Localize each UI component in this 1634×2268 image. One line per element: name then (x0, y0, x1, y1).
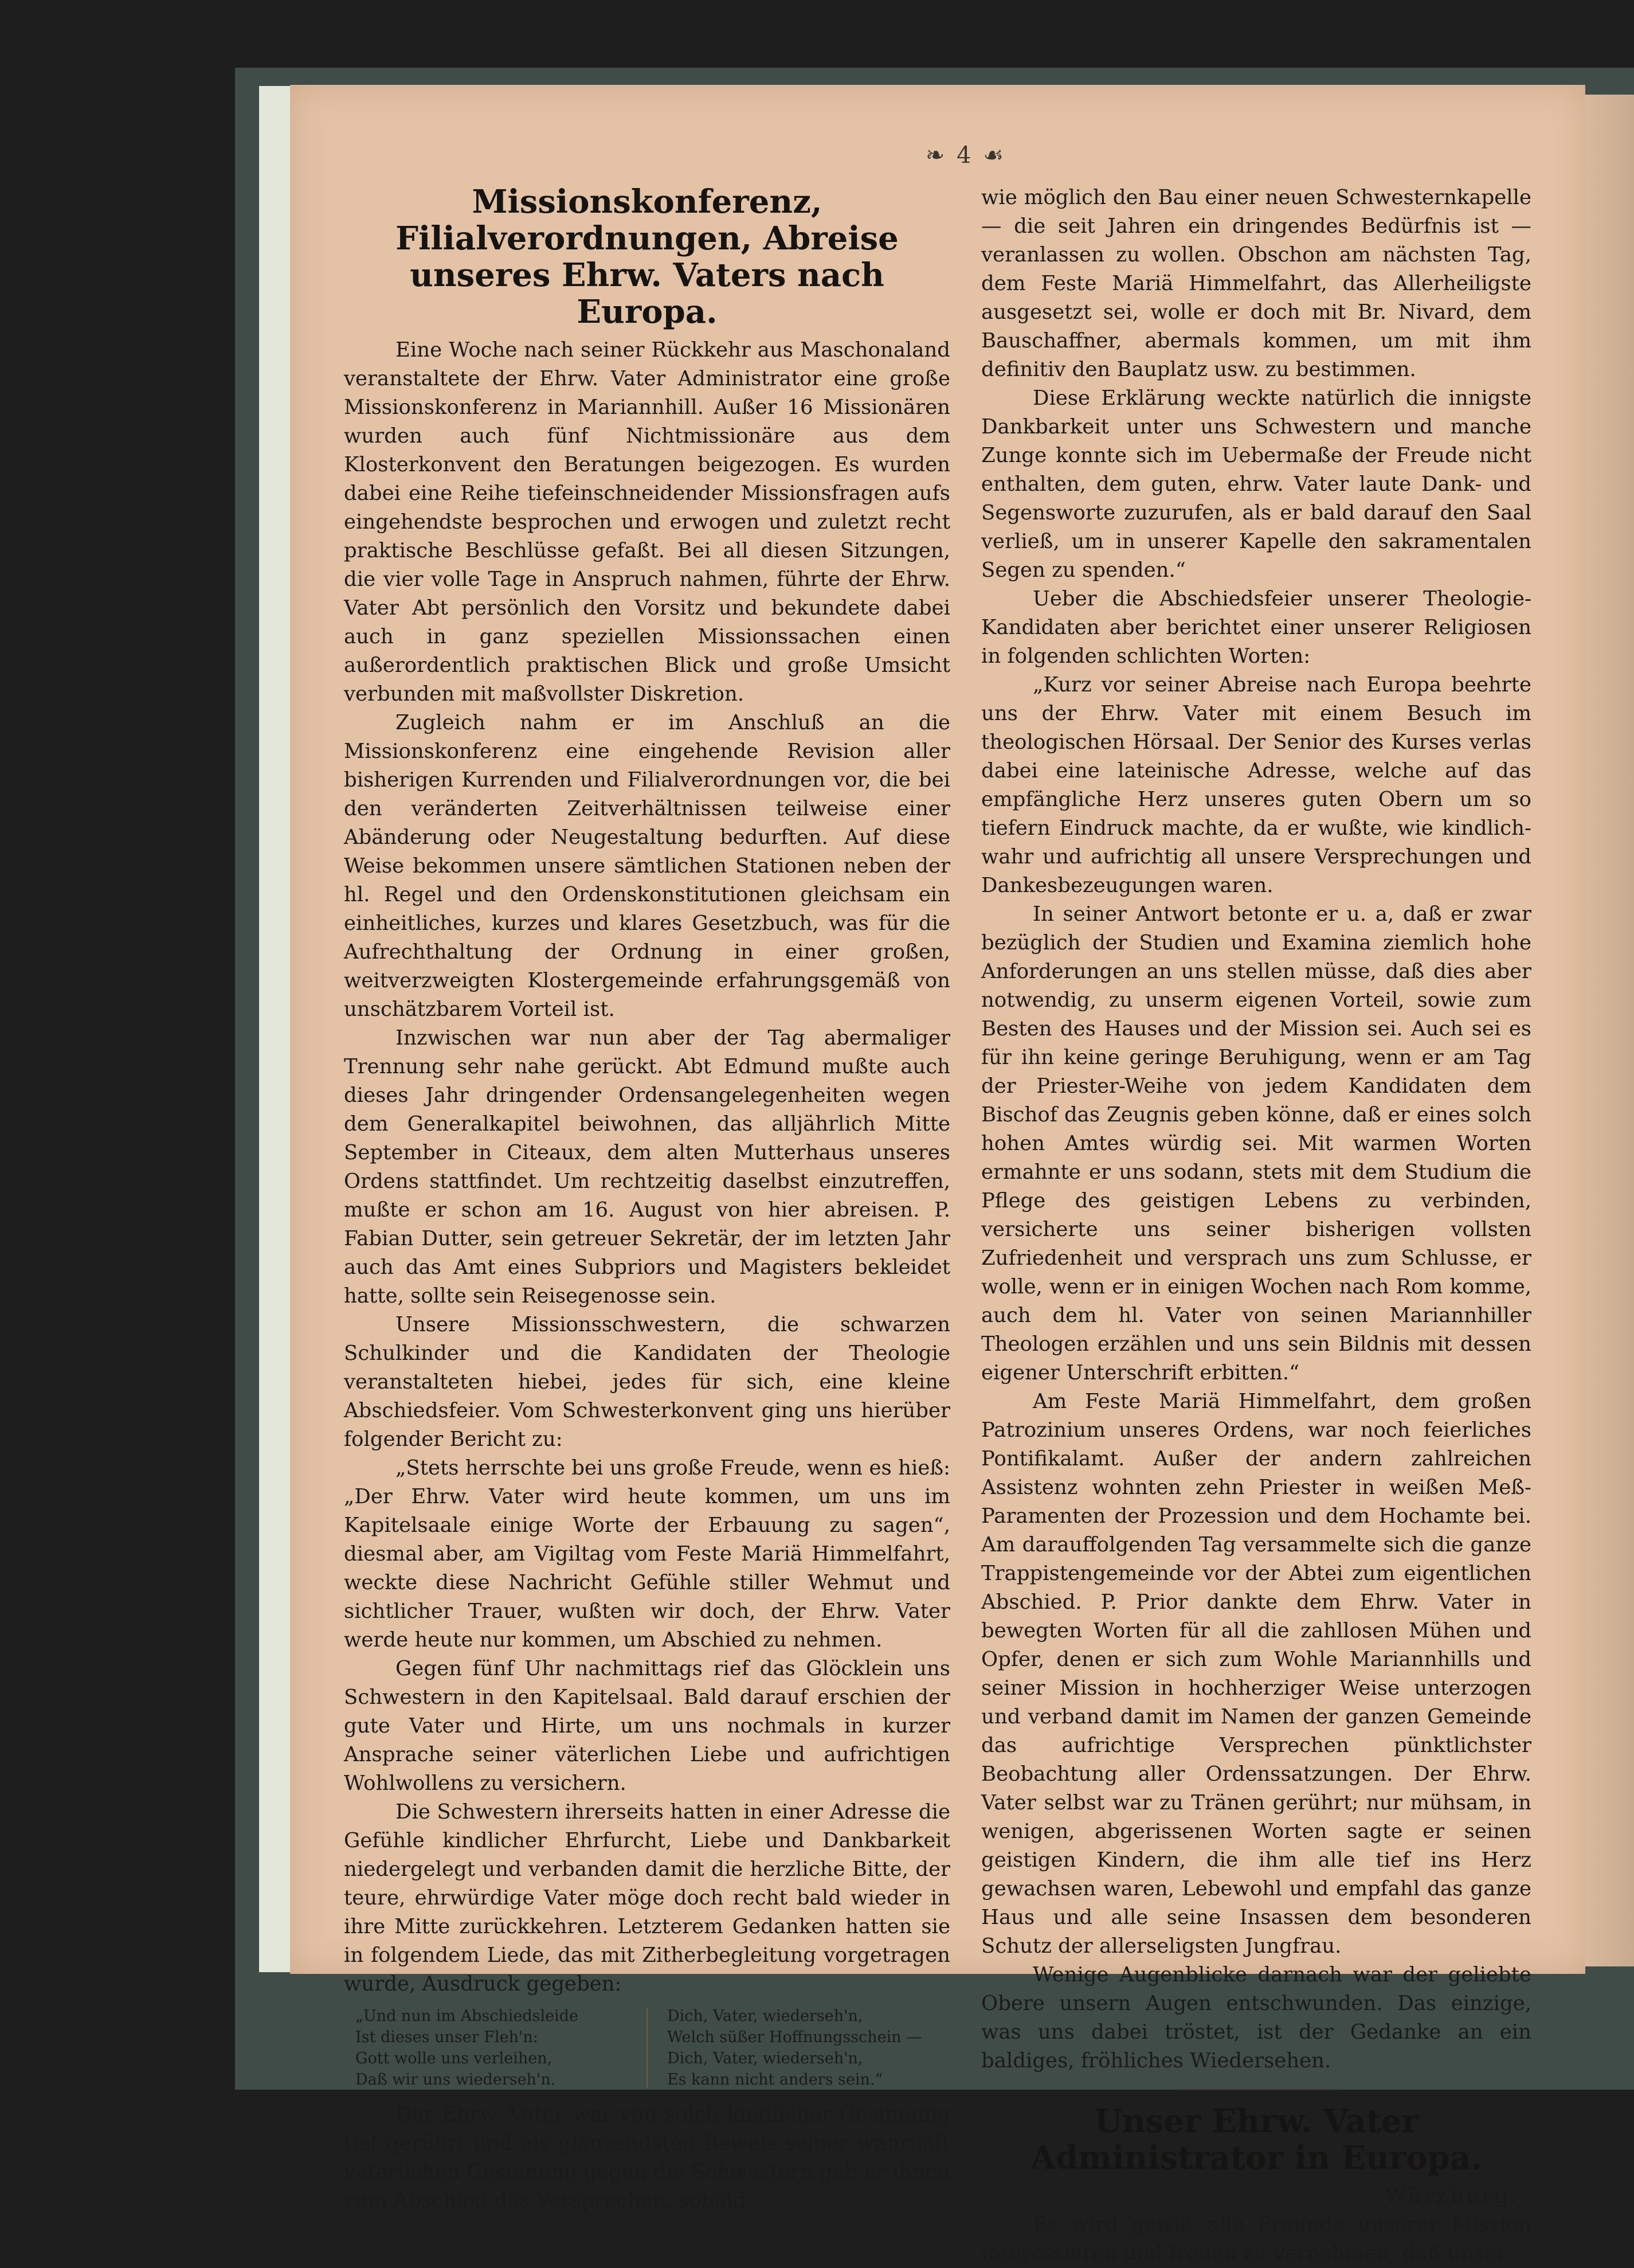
section-divider (1176, 2089, 1337, 2090)
paragraph: wie möglich den Bau einer neuen Schwesternkapelle — die seit Jahren ein dringendes Bedürfnis ist — veranlassen zu wollen. Obschon am nächsten Tag, dem Feste Mariä Himmelfahrt, das Allerheiligste ausgesetzt sei, wolle er doch mit Br. Nivard, dem Bauschaffner, abermals kommen, um mit ihm definitiv den Bauplatz usw. zu bestimmen. (981, 186, 1531, 381)
paragraph: Die Schwestern ihrerseits hatten in einer Adresse die Gefühle kindlicher Ehrfurcht, Liebe und Dankbarkeit niedergelegt und verbanden damit die herzliche Bitte, der teure, ehrwürdige Vater möge doch recht bald wieder in ihre Mitte zurückkehren. Letzterem Gedanken hatten sie in folgendem Liede, das mit Zitherbegleitung vorgetragen wurde, Ausdruck gegeben: (344, 1800, 950, 1996)
paragraph: „Stets herrschte bei uns große Freude, wenn es hieß: „Der Ehrw. Vater wird heute kommen, um uns im Kapitelsaale einige Worte der Erbauung zu sagen“, diesmal aber, am Vigiltag vom Feste Mariä Himmelfahrt, weckte diese Nachricht Gefühle stiller Wehmut und sichtlicher Trauer, wußten wir doch, der Ehrw. Vater werde heute nur kommen, um Abschied zu nehmen. (344, 1456, 950, 1652)
paragraph: „Kurz vor seiner Abreise nach Europa beehrte uns der Ehrw. Vater mit einem Besuch im theologischen Hörsaal. Der Senior des Kurses verlas dabei eine lateinische Adresse, welche auf das empfängliche Herz unseres guten Obern um so tiefern Eindruck machte, da er wußte, wie kindlich-wahr und aufrichtig all unsere Versprechungen und Dankesbezeugungen waren. (981, 673, 1531, 897)
poem-line: Gott wolle uns verleihen, (355, 2050, 552, 2067)
paragraph: Am Feste Mariä Himmelfahrt, dem großen Patrozinium unseres Ordens, war noch feierliches Pontifikalamt. Außer der andern zahlreichen Assistenz wohnten zehn Priester in weißen Meß-Paramenten der Prozession und dem Hochamte bei. Am darauffolgenden Tag versammelte sich die ganze Trappistengemeinde vor der Abtei zum eigentlichen Abschied. P. Prior dankte dem Ehrw. Vater in bewegten Worten für all die zahllosen Mühen und Opfer, denen er sich zum Wohle Mariannhills und seiner Mission in hochherziger Weise unterzogen und verband damit im Namen der ganzen Gemeinde das aufrichtige Versprechen pünktlichster Beobachtung aller Ordenssatzungen. Der Ehrw. Vater selbst war zu Tränen gerührt; nur mühsam, in wenigen, abgerissenen Worten sagte er seinen geistigen Kindern, die ihm alle tief ins Herz gewachsen waren, Lebewohl und empfahl das ganze Haus und alle seine Insassen dem besonderen Schutz der allerseligsten Jungfrau. (981, 1390, 1531, 1958)
poem-verses (344, 2005, 950, 2090)
ornament-left-icon: ❧ (925, 142, 947, 169)
paragraph: Eine Woche nach seiner Rückkehr aus Maschonaland veranstaltete der Ehrw. Vater Administrator eine große Missionskonferenz in Mariannhill. Außer 16 Missionären wurden auch fünf Nichtmissionäre aus dem Klosterkonvent den Beratungen beigezogen. Es wurden dabei eine Reihe tiefeinschneidender Missionsfragen aufs eingehendste besprochen und erwogen und zuletzt recht praktische Beschlüsse gefaßt. Bei all diesen Sitzungen, die vier volle Tage in Anspruch nahmen, führte der Ehrw. Vater Abt persönlich den Vorsitz und bekundete dabei auch in ganz speziellen Missionssachen einen außerordentlich praktischen Blick und große Umsicht verbunden mit maßvollster Diskretion. (344, 338, 950, 706)
page-number: 4 (957, 142, 974, 169)
paragraph: Zugleich nahm er im Anschluß an die Missionskonferenz eine eingehende Revision aller bisherigen Kurrenden und Filialverordnungen vor, die bei den veränderten Zeitverhältnissen teilweise einer Abänderung oder Neugestaltung bedurften. Auf diese Weise bekommen unsere sämtlichen Stationen neben der hl. Regel und den Ordenskonstitutionen gleichsam ein einheitliches, kurzes und klares Gesetzbuch, was für die Aufrechthaltung der Ordnung in einer großen, weitverzweigten Klostergemeinde erfahrungsgemäß von unschätzbarem Vorteil ist. (344, 711, 950, 1021)
poem-line: Daß wir uns wiederseh'n. (355, 2071, 556, 2089)
paragraph: Diese Erklärung weckte natürlich die innigste Dankbarkeit unter uns Schwestern und manche Zunge konnte sich im Uebermaße der Freude nicht enthalten, dem guten, ehrw. Vater laute Dank- und Segensworte zuzurufen, als er bald darauf den Saal verließ, um in unserer Kapelle den sakramentalen Segen zu spenden.“ (981, 386, 1531, 582)
article-headline: Missionskonferenz, Filialverordnungen, Abreise unseres Ehrw. Vaters nach Europa. (395, 183, 899, 331)
second-headline: Unser Ehrw. Vater Administrator in Europa. (1030, 2102, 1482, 2177)
paragraph: Der Ehrw. Vater war von solch kindlicher Gesinnung tief gerührt und als glänzendsten Beweis seiner wahrhaft väterlichen Gesinnung gegen die Schwestern gab er ihnen zum Abschied das Versprechen, sobald (344, 2103, 950, 2212)
paragraph: Unsere Missionsschwestern, die schwarzen Schulkinder und die Kandidaten der Theologie veranstalteten hiebei, jedes für sich, eine kleine Abschiedsfeier. Vom Schwesterkonvent ging uns hierüber folgender Bericht zu: (344, 1313, 950, 1451)
page-number-header (894, 142, 1037, 169)
left-column (344, 183, 950, 2215)
paragraph: Wenige Augenblicke darnach war der geliebte Obere unsern Augen entschwunden. Das einzige, was uns dabei tröstet, ist der Gedanke an ein baldiges, fröhliches Wiedersehen. (981, 1963, 1531, 2073)
paragraph: Gegen fünf Uhr nachmittags rief das Glöcklein uns Schwestern in den Kapitelsaal. Bald darauf erschien der gute Vater und Hirte, um uns nochmals in kurzer Ansprache seiner väterlichen Liebe und aufrichtigen Wohlwollens zu versichern. (344, 1657, 950, 1795)
poem-line: Ist dieses unser Fleh'n: (355, 2028, 538, 2046)
binding-strip (259, 86, 291, 1972)
paragraph: Es wird gewiß alle Freunde unserer Mission interessieren und freuen zu vernehmen, daß unser (981, 2213, 1531, 2265)
poem-line: Welch süßer Hoffnungsschein — (667, 2028, 922, 2046)
right-column (981, 183, 1531, 2268)
poem-divider (646, 2008, 648, 2088)
next-page-edge (1585, 95, 1634, 1966)
poem-line: Es kann nicht anders sein.“ (667, 2071, 883, 2089)
paragraph: Inzwischen war nun aber der Tag abermaliger Trennung sehr nahe gerückt. Abt Edmund mußte auch dieses Jahr dringender Ordensangelegenheiten wegen dem Generalkapitel beiwohnen, das alljährlich Mitte September in Citeaux, dem alten Mutterhaus unseres Ordens stattfindet. Um rechtzeitig daselbst einzutreffen, mußte er schon am 16. August von hier abreisen. P. Fabian Dutter, sein getreuer Sekretär, der im letzten Jahr auch das Amt eines Subpriors und Magisters bekleidet hatte, sollte sein Reisegenosse sein. (344, 1026, 950, 1308)
poem-stanza-left (344, 2005, 638, 2090)
paragraph: In seiner Antwort betonte er u. a, daß er zwar bezüglich der Studien und Examina ziemlich hohe Anforderungen an uns stellen müsse, daß dies aber notwendig, zu unserm eigenen Vorteil, sowie zum Besten des Hauses und der Mission sei. Auch sei es für ihn keine geringe Beruhigung, wenn er am Tag der Priester-Weihe von jedem Kandidaten dem Bischof das Zeugnis geben könne, daß er eines solch hohen Amtes würdig sei. Mit warmen Worten ermahnte er uns sodann, stets mit dem Studium die Pflege des geistigen Lebens zu verbinden, versicherte uns seiner bisherigen vollsten Zufriedenheit und versprach uns zum Schlusse, er wolle, wenn er in einigen Wochen nach Rom komme, auch dem hl. Vater von seinen Mariannhiller Theologen erzählen und uns sein Bildnis mit dessen eigener Unterschrift erbitten.“ (981, 902, 1531, 1385)
poem-line: Dich, Vater, wiederseh'n, (667, 2050, 863, 2067)
paragraph: Ueber die Abschiedsfeier unserer Theologie-Kandidaten aber berichtet einer unserer Religiosen in folgenden schlichten Worten: (981, 587, 1531, 668)
poem-stanza-right (656, 2005, 950, 2090)
poem-line: „Und nun im Abschiedsleide (355, 2007, 578, 2025)
dateline-place: Würzburg. (1385, 2184, 1520, 2208)
ornament-right-icon: ☙ (983, 142, 1006, 169)
poem-line: Dich, Vater, wiederseh'n, (667, 2007, 863, 2025)
